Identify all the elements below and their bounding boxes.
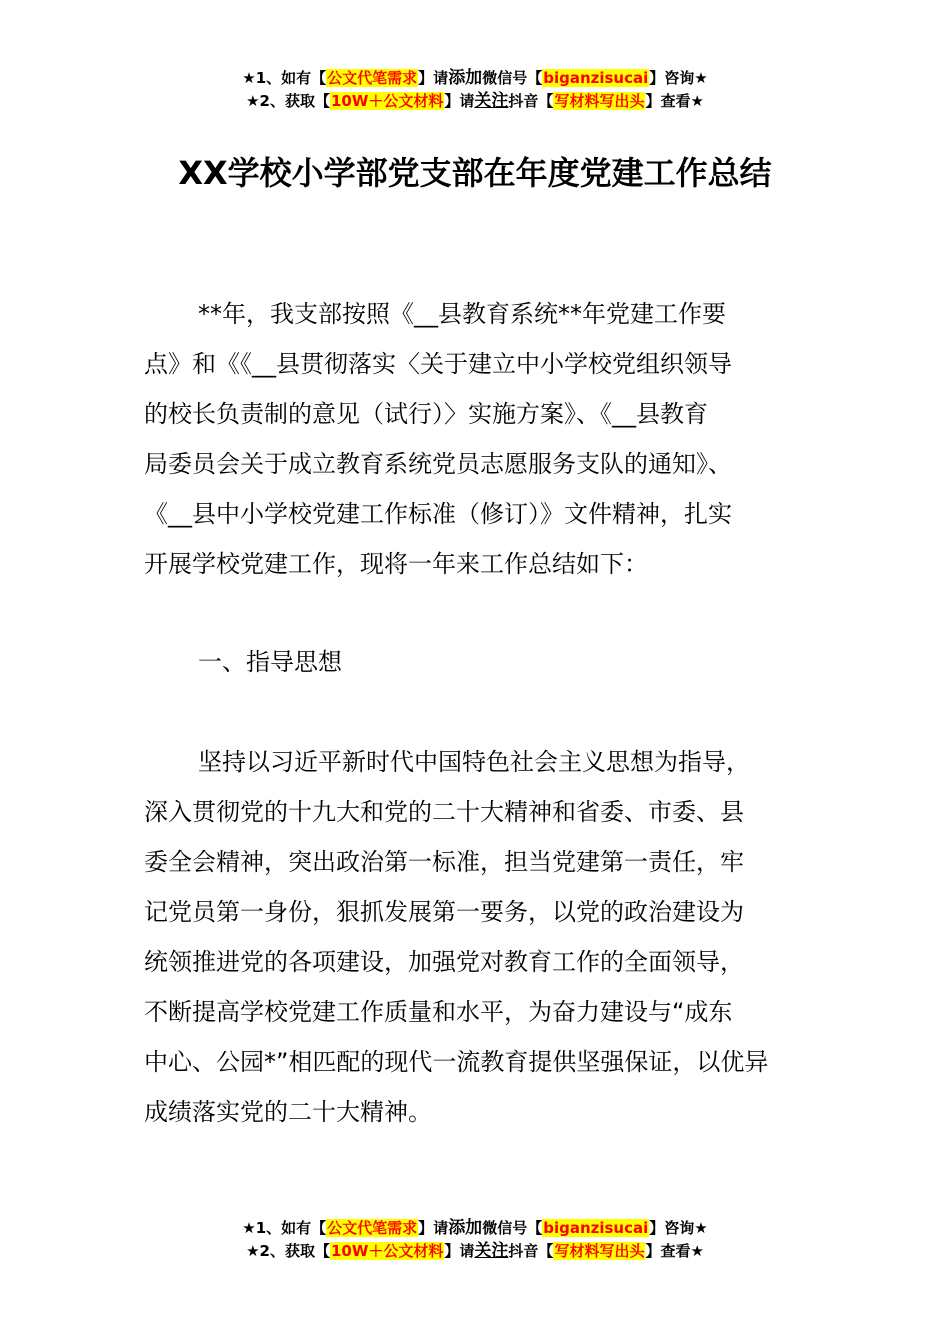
banner-line-2	[0, 90, 950, 113]
header-banner	[0, 67, 950, 113]
text-line: 成绩落实党的二十大精神。	[144, 1098, 432, 1126]
banner-text: 】请	[444, 1242, 475, 1260]
banner-text: 】请	[444, 92, 475, 110]
text-line: 统领推进党的各项建设，加强党对教育工作的全面领导，	[144, 948, 744, 976]
banner-highlight-douyin-id: 写材料写出头	[554, 1242, 645, 1260]
banner-highlight-douyin-id: 写材料写出头	[554, 92, 645, 110]
banner-emphasis: 添加	[448, 1218, 483, 1238]
text-line: 不断提高学校党建工作质量和水平，为奋力建设与“成东	[144, 998, 733, 1026]
banner-highlight-service: 公文代笔需求	[327, 69, 418, 87]
paragraph-intro	[144, 289, 824, 589]
banner-text: ★1、如有【	[242, 69, 327, 87]
footer-banner	[0, 1217, 950, 1263]
banner-text: ★2、获取【	[246, 92, 330, 110]
text-line: 开展学校党建工作，现将一年来工作总结如下：	[144, 550, 648, 578]
text-line: 深入贯彻党的十九大和党的二十大精神和省委、市委、县	[144, 798, 744, 826]
banner-emphasis: 添加	[448, 68, 483, 88]
banner-line-1	[0, 1217, 950, 1240]
banner-line-2	[0, 1240, 950, 1263]
text-line: 委全会精神，突出政治第一标准，担当党建第一责任，牢	[144, 848, 744, 876]
text-line: 的校长负责制的意见（试行）〉实施方案》、《__县教育	[144, 400, 708, 428]
text-line: 点》和《《__县贯彻落实〈关于建立中小学校党组织领导	[144, 350, 732, 378]
heading-text: 一、指导思想	[198, 648, 342, 676]
banner-highlight-materials: 10W＋公文材料	[330, 92, 444, 110]
document-title: XX学校小学部党支部在年度党建工作总结	[178, 154, 772, 192]
banner-text: 微信号【	[482, 1219, 543, 1237]
text-line: 记党员第一身份，狠抓发展第一要务，以党的政治建设为	[144, 898, 744, 926]
banner-emphasis: 关注	[474, 91, 509, 111]
banner-text: 】咨询★	[649, 69, 708, 87]
banner-text: 】请	[418, 69, 449, 87]
banner-text: 】查看★	[645, 1242, 704, 1260]
text-line: 坚持以习近平新时代中国特色社会主义思想为指导，	[198, 748, 750, 776]
section-heading	[144, 637, 824, 687]
banner-highlight-wechat-id: biganzisucai	[543, 69, 649, 87]
banner-highlight-service: 公文代笔需求	[327, 1219, 418, 1237]
banner-highlight-materials: 10W＋公文材料	[330, 1242, 444, 1260]
banner-line-1	[0, 67, 950, 90]
banner-text: ★2、获取【	[246, 1242, 330, 1260]
text-line: 《__县中小学校党建工作标准（修订）》文件精神，扎实	[144, 500, 732, 528]
banner-text: 抖音【	[508, 1242, 554, 1260]
paragraph-guiding-thought	[144, 737, 824, 1137]
banner-emphasis: 关注	[474, 1241, 509, 1261]
banner-text: 】查看★	[645, 92, 704, 110]
text-line: 中心、公园*”相匹配的现代一流教育提供坚强保证，以优异	[144, 1048, 769, 1076]
banner-text: 微信号【	[482, 69, 543, 87]
banner-highlight-wechat-id: biganzisucai	[543, 1219, 649, 1237]
banner-text: 抖音【	[508, 92, 554, 110]
text-line: 局委员会关于成立教育系统党员志愿服务支队的通知》、	[144, 450, 732, 478]
text-line: **年，我支部按照《__县教育系统**年党建工作要	[198, 300, 726, 328]
banner-text: 】请	[418, 1219, 449, 1237]
banner-text: ★1、如有【	[242, 1219, 327, 1237]
banner-text: 】咨询★	[649, 1219, 708, 1237]
